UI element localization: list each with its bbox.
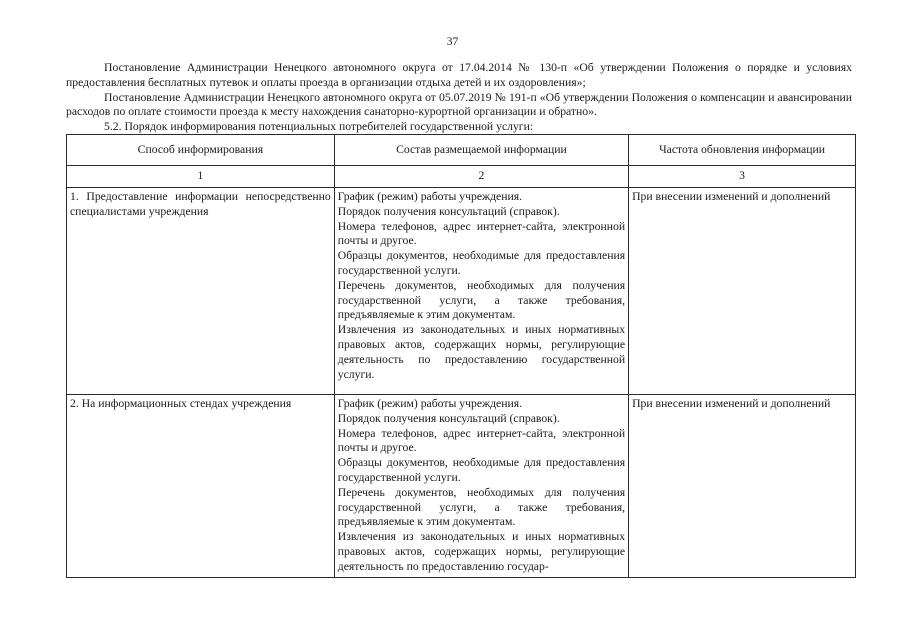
content-cell xyxy=(334,395,628,578)
paragraph-resolution-130: Постановление Администрации Ненецкого автономного округа от 17.04.2014 № 130-п «Об утверждении Положения о порядке и условиях предоставления бесплатных путевок и оплаты проезда в организации отдыха детей и их оздоровления»; xyxy=(66,61,852,89)
table-header-row xyxy=(67,135,856,166)
header-method: Способ информирования xyxy=(67,135,335,166)
content-item: Номера телефонов, адрес интернет-сайта, электронной почты и другое. xyxy=(337,219,626,248)
method-cell: 1. Предоставление информации непосредственно специалистами учреждения xyxy=(67,188,335,395)
content-item: Извлечения из законодательных и иных нормативных правовых актов, содержащих нормы, регулирующие деятельность по предоставлению государственной услуги. xyxy=(337,323,626,381)
table-row xyxy=(67,395,856,578)
column-number-row xyxy=(67,166,856,188)
content-cell xyxy=(334,188,628,395)
column-number-2: 2 xyxy=(334,166,628,188)
method-cell: 2. На информационных стендах учреждения xyxy=(67,395,335,578)
paragraph-resolution-191: Постановление Администрации Ненецкого автономного округа от 05.07.2019 № 191-п «Об утверждении Положения о компенсации и авансировании расходов по оплате стоимости проезда к месту нахождения санаторно-курортной организации и обратно». xyxy=(66,90,852,119)
content-item: График (режим) работы учреждения. xyxy=(337,397,523,410)
table-row xyxy=(67,188,856,395)
frequency-cell: При внесении изменений и дополнений xyxy=(629,188,856,395)
header-content: Состав размещаемой информации xyxy=(334,135,628,166)
document-body xyxy=(66,61,852,135)
frequency-cell: При внесении изменений и дополнений xyxy=(629,395,856,578)
content-item: Перечень документов, необходимых для получения государственной услуги, а также требования, предъявляемые к этим документам. xyxy=(337,278,626,322)
page-number: 37 xyxy=(446,36,459,48)
content-item: Порядок получения консультаций (справок). xyxy=(337,204,560,218)
column-number-3: 3 xyxy=(629,166,856,188)
section-heading: 5.2. Порядок информирования потенциальных потребителей государственной услуги: xyxy=(104,120,534,134)
content-item: Порядок получения консультаций (справок). xyxy=(337,411,560,425)
content-item: Перечень документов, необходимых для получения государственной услуги, а также требования, предъявляемые к этим документам. xyxy=(337,485,626,529)
header-frequency: Частота обновления информации xyxy=(629,135,856,166)
content-item: Номера телефонов, адрес интернет-сайта, электронной почты и другое. xyxy=(337,426,626,455)
content-item: График (режим) работы учреждения. xyxy=(337,190,523,203)
content-item: Образцы документов, необходимые для предоставления государственной услуги. xyxy=(337,456,626,484)
column-number-1: 1 xyxy=(67,166,335,188)
information-table xyxy=(66,134,856,578)
content-item: Извлечения из законодательных и иных нормативных правовых актов, содержащих нормы, регулирующие деятельность по предоставлению государ- xyxy=(337,530,626,573)
content-item: Образцы документов, необходимые для предоставления государственной услуги. xyxy=(337,249,626,277)
